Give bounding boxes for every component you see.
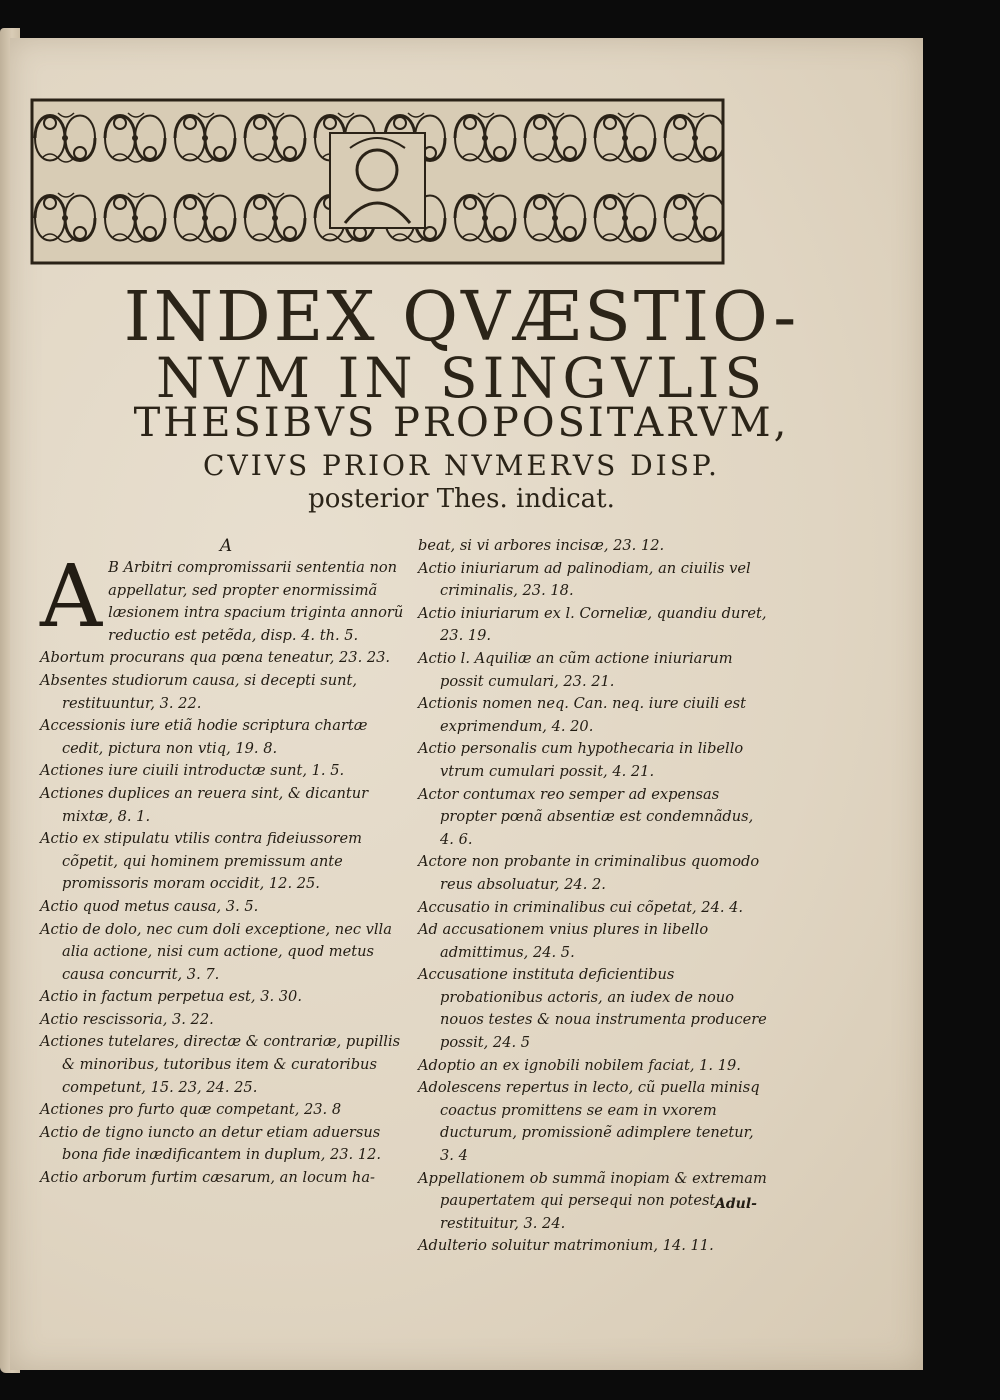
title-line-2: NVM IN SINGVLIS [155,346,768,410]
title-line-3: THESIBVS PROPOSITARVM, [133,400,790,446]
index-entry: Accusatio in criminalibus cui cõpetat, 24. 4. [418,898,744,916]
index-entry-text: B Arbitri compromissarii sententia non appellatur, sed propter enormissimã læsionem intra spacium triginta annorũ reductio est petẽda, disp. 4. th. 5. [108,559,404,644]
index-entry: Actionis nomen neq. Can. neq. iure ciuili est exprimendum, 4. 20. [418,695,746,735]
index-entry: Actio in factum perpetua est, 3. 30. [40,988,302,1006]
drop-cap: A [40,547,103,647]
index-entry: Actio iniuriarum ad palinodiam, an ciuilis vel criminalis, 23. 18. [418,559,751,600]
index-entry: Actio de tigno iuncto an detur etiam aduersus bona fide inædificantem in duplum, 23. 12. [40,1123,382,1164]
section-letter: A [219,536,233,556]
index-entry: Abortum procurans qua pœna teneatur, 23. 23. [40,649,391,667]
index-column-right [418,535,768,1258]
index-entry: Actiones pro furto quæ competant, 23. 8 [40,1101,342,1119]
index-entry [40,547,412,647]
index-entry: Adolescens repertus in lecto, cũ puella minisq coactus promittens se eam in vxorem ducturum, promissionẽ adimplere tenetur, 3. 4 [418,1079,760,1165]
index-entry: Actor contumax reo semper ad expensas propter pœnã absentiæ est condemnãdus, 4. 6. [418,785,754,848]
index-entry: Actio personalis cum hypothecaria in libello vtrum cumulari possit, 4. 21. [418,740,744,780]
index-entry: Actiones tutelares, directæ & contrariæ, pupillis & minoribus, tutoribus item & curatoribus competunt, 15. 23, 24. 25. [40,1033,401,1096]
ornamental-headpiece-icon [30,98,725,265]
index-entry: Actio rescissoria, 3. 22. [40,1010,214,1028]
index-entry: Absentes studiorum causa, si decepti sunt, restituuntur, 3. 22. [40,671,358,712]
index-entry: Adoptio an ex ignobili nobilem faciat, 1. 19. [418,1056,741,1074]
index-entry: Actore non probante in criminalibus quomodo reus absoluatur, 24. 2. [418,853,760,893]
index-entry: Actio ex stipulatu vtilis contra fideiussorem cõpetit, qui hominem premissum ante promissoris moram occidit, 12. 25. [40,830,362,893]
index-entry: Actio l. Aquiliæ an cũm actione iniuriarum possit cumulari, 23. 21. [418,649,733,690]
catchword: Adul- [715,1196,757,1212]
index-entry: Actio iniuriarum ex l. Corneliæ, quandiu duret, 23. 19. [418,604,767,645]
title-line-5: posterior Thes. indicat. [308,484,615,514]
index-entry: Ad accusationem vnius plures in libello admittimus, 24. 5. [418,921,709,961]
index-entry: Actiones iure ciuili introductæ sunt, 1. 5. [40,762,345,780]
index-entry: Appellationem ob summã inopiam & extremam paupertatem qui persequi non potest, restituitur, 3. 24. [418,1169,767,1232]
index-entry: Adulterio soluitur matrimonium, 14. 11. [418,1237,714,1255]
title-line-4: CVIVS PRIOR NVMERVS DISP. [203,449,720,482]
index-column-left [40,535,412,1190]
index-entry-continued: beat, si vi arbores incisæ, 23. 12. [418,537,665,554]
index-entry: Accusatione instituta deficientibus probationibus actoris, an iudex de nouo nouos testes & noua instrumenta producere possit, 24. 5 [418,966,767,1052]
index-entry: Actio de dolo, nec cum doli exceptione, nec vlla alia actione, nisi cum actione, quod metus causa concurrit, 3. 7. [40,920,392,983]
title-line-1: INDEX QVÆSTIO- [123,278,800,357]
index-entry: Accessionis iure etiã hodie scriptura chartæ cedit, pictura non vtiq, 19. 8. [40,717,368,757]
index-entry: Actio arborum furtim cæsarum, an locum ha- [40,1169,375,1187]
index-entry: Actiones duplices an reuera sint, & dicantur mixtæ, 8. 1. [40,784,369,825]
index-entry: Actio quod metus causa, 3. 5. [40,897,259,915]
